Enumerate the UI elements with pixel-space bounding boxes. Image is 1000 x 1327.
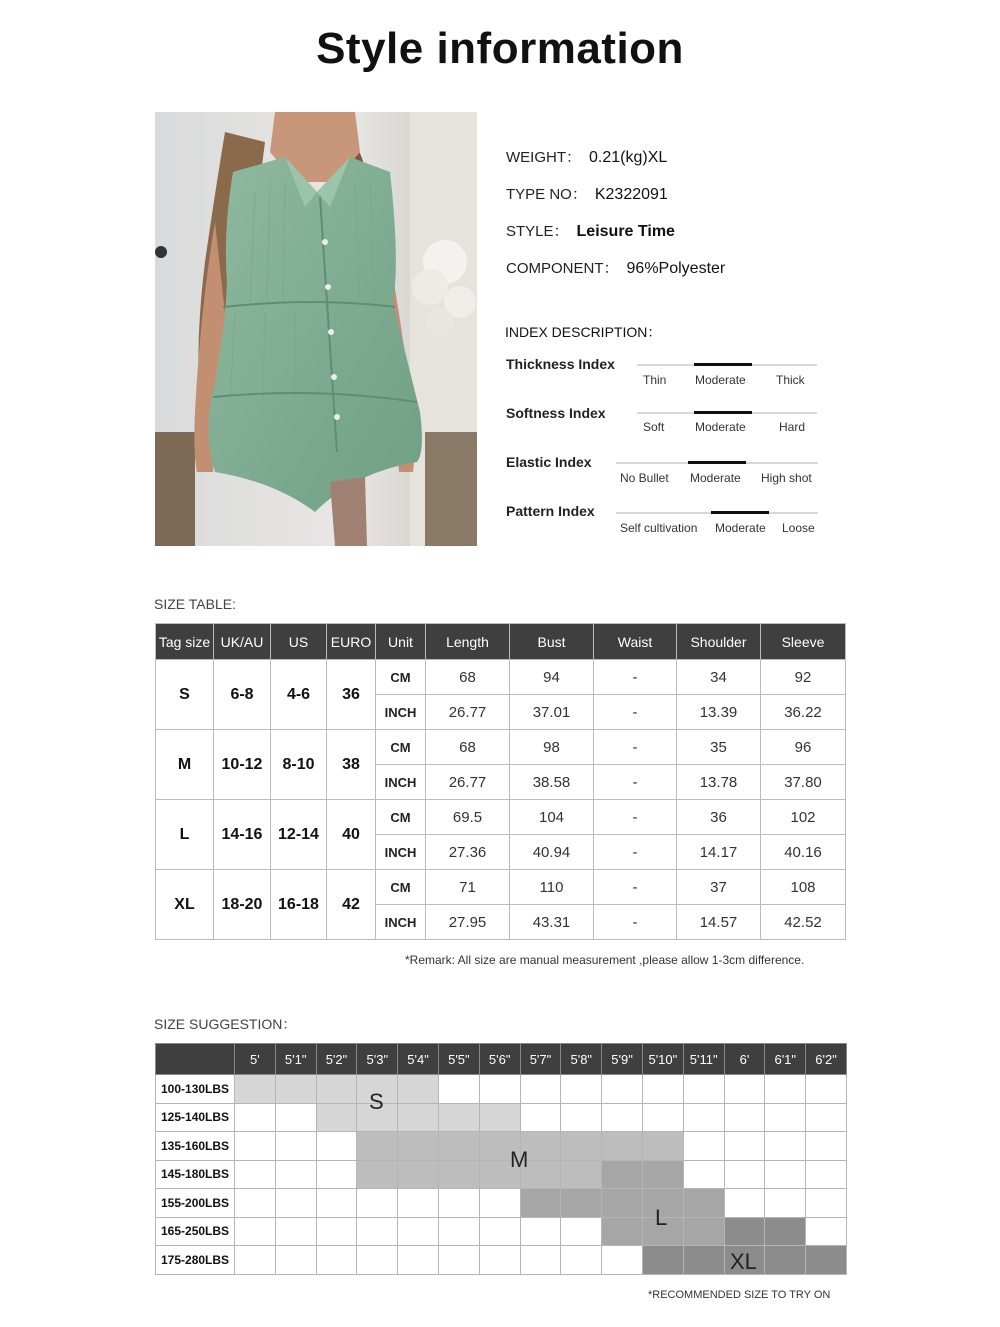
grid-cell: [642, 1103, 683, 1132]
grid-cell: [724, 1132, 765, 1161]
grid-cell: [602, 1160, 643, 1189]
length-cell: 26.77: [426, 765, 510, 800]
us-size-cell: 4-6: [271, 660, 327, 730]
tag-size-cell: M: [156, 730, 214, 800]
size-table-label: SIZE TABLE:: [154, 596, 236, 612]
grid-cell: [561, 1246, 602, 1275]
waist-cell: -: [594, 835, 677, 870]
grid-cell: [602, 1246, 643, 1275]
height-header-cell: 5'11": [683, 1044, 724, 1075]
grid-cell: [398, 1246, 439, 1275]
grid-cell: [561, 1189, 602, 1218]
grid-cell: [765, 1160, 806, 1189]
grid-cell: [357, 1103, 398, 1132]
grid-cell: [561, 1160, 602, 1189]
header-cell: UK/AU: [214, 624, 271, 660]
index-label: Thick: [776, 373, 805, 387]
grid-cell: [520, 1217, 561, 1246]
index-name: Thickness Index: [506, 356, 615, 372]
spec-weight: [506, 146, 926, 183]
grid-cell: [275, 1160, 316, 1189]
grid-cell: [602, 1189, 643, 1218]
corner-cell: [156, 1044, 235, 1075]
height-header-cell: 5'4": [398, 1044, 439, 1075]
grid-cell: [438, 1132, 479, 1161]
grid-cell: [275, 1075, 316, 1104]
sleeve-cell: 102: [761, 800, 846, 835]
table-row: [156, 1246, 847, 1275]
header-cell: Tag size: [156, 624, 214, 660]
grid-cell: [438, 1246, 479, 1275]
grid-cell: [683, 1160, 724, 1189]
bust-cell: 38.58: [510, 765, 594, 800]
grid-cell: [724, 1075, 765, 1104]
grid-cell: [520, 1160, 561, 1189]
table-row: [156, 1189, 847, 1218]
spec-type-label: TYPE NO：: [506, 186, 587, 203]
euro-size-cell: 42: [327, 870, 376, 940]
uk-size-cell: 10-12: [214, 730, 271, 800]
unit-cell: INCH: [376, 905, 426, 940]
table-row: [156, 800, 846, 835]
grid-cell: [275, 1217, 316, 1246]
grid-cell: [520, 1103, 561, 1132]
bust-cell: 40.94: [510, 835, 594, 870]
index-label: Moderate: [695, 420, 746, 434]
bust-cell: 37.01: [510, 695, 594, 730]
grid-cell: [398, 1217, 439, 1246]
height-header-cell: 6'2": [806, 1044, 847, 1075]
grid-cell: [520, 1189, 561, 1218]
header-cell: Length: [426, 624, 510, 660]
grid-cell: [357, 1075, 398, 1104]
waist-cell: -: [594, 870, 677, 905]
grid-cell: [724, 1217, 765, 1246]
product-photo: [155, 112, 477, 546]
shoulder-cell: 14.17: [677, 835, 761, 870]
index-marker: [694, 411, 752, 414]
grid-cell: [479, 1103, 520, 1132]
index-name: Softness Index: [506, 405, 606, 421]
grid-cell: [642, 1246, 683, 1275]
shoulder-cell: 37: [677, 870, 761, 905]
grid-cell: [357, 1160, 398, 1189]
size-letter-s: S: [369, 1089, 384, 1114]
index-marker: [688, 461, 746, 464]
header-cell: Waist: [594, 624, 677, 660]
grid-cell: [479, 1075, 520, 1104]
grid-cell: [520, 1132, 561, 1161]
sleeve-cell: 40.16: [761, 835, 846, 870]
grid-cell: [316, 1075, 357, 1104]
grid-cell: [316, 1246, 357, 1275]
grid-cell: [316, 1189, 357, 1218]
bust-cell: 94: [510, 660, 594, 695]
grid-cell: [602, 1132, 643, 1161]
index-row-elastic: [506, 454, 826, 494]
height-header-cell: 5'3": [357, 1044, 398, 1075]
size-table-header: [156, 624, 846, 660]
uk-size-cell: 6-8: [214, 660, 271, 730]
index-label: Moderate: [690, 471, 741, 485]
grid-cell: [602, 1217, 643, 1246]
spec-style-label: STYLE：: [506, 223, 569, 240]
sleeve-cell: 36.22: [761, 695, 846, 730]
grid-cell: [806, 1103, 847, 1132]
bust-cell: 43.31: [510, 905, 594, 940]
bust-cell: 104: [510, 800, 594, 835]
size-letter-l: L: [655, 1205, 668, 1230]
grid-cell: [479, 1246, 520, 1275]
grid-cell: [398, 1160, 439, 1189]
index-description-title: INDEX DESCRIPTION：: [505, 324, 662, 340]
index-row-softness: [506, 405, 826, 445]
weight-row-label: 155-200LBS: [156, 1189, 235, 1218]
height-header-cell: 5'10": [642, 1044, 683, 1075]
header-cell: Unit: [376, 624, 426, 660]
unit-cell: CM: [376, 800, 426, 835]
shoulder-cell: 13.39: [677, 695, 761, 730]
index-label: Loose: [782, 521, 815, 535]
tag-size-cell: S: [156, 660, 214, 730]
grid-cell: [642, 1075, 683, 1104]
weight-row-label: 100-130LBS: [156, 1075, 235, 1104]
height-header-cell: 5'8": [561, 1044, 602, 1075]
spec-weight-value: 0.21(kg)XL: [589, 149, 668, 166]
index-label: Soft: [643, 420, 665, 434]
grid-cell: [561, 1075, 602, 1104]
sleeve-cell: 42.52: [761, 905, 846, 940]
grid-cell: [438, 1189, 479, 1218]
recommend-note: *RECOMMENDED SIZE TO TRY ON: [648, 1289, 831, 1301]
spec-style: [506, 220, 926, 257]
grid-cell: [806, 1075, 847, 1104]
shoulder-cell: 36: [677, 800, 761, 835]
sleeve-cell: 92: [761, 660, 846, 695]
size-suggestion-label: SIZE SUGGESTION：: [154, 1016, 297, 1032]
unit-cell: INCH: [376, 765, 426, 800]
grid-cell: [438, 1103, 479, 1132]
height-header-cell: 5'1": [275, 1044, 316, 1075]
spec-style-value: Leisure Time: [576, 223, 675, 240]
spec-type-value: K2322091: [594, 186, 668, 203]
grid-cell: [806, 1217, 847, 1246]
index-label: Hard: [779, 420, 806, 434]
grid-cell: [479, 1217, 520, 1246]
grid-cell: [316, 1103, 357, 1132]
grid-cell: [642, 1132, 683, 1161]
spec-type: [506, 183, 926, 220]
grid-cell: [235, 1075, 276, 1104]
grid-cell: [806, 1246, 847, 1275]
grid-cell: [561, 1132, 602, 1161]
length-cell: 27.95: [426, 905, 510, 940]
grid-cell: [438, 1217, 479, 1246]
grid-cell: [765, 1189, 806, 1218]
grid-cell: [398, 1132, 439, 1161]
length-cell: 27.36: [426, 835, 510, 870]
grid-cell: [683, 1217, 724, 1246]
height-header-cell: 5': [235, 1044, 276, 1075]
grid-cell: [561, 1103, 602, 1132]
grid-cell: [520, 1075, 561, 1104]
unit-cell: INCH: [376, 835, 426, 870]
us-size-cell: 16-18: [271, 870, 327, 940]
height-header-cell: 5'5": [438, 1044, 479, 1075]
euro-size-cell: 36: [327, 660, 376, 730]
table-row: [156, 1132, 847, 1161]
length-cell: 68: [426, 730, 510, 765]
grid-cell: [316, 1160, 357, 1189]
height-header-cell: 5'6": [479, 1044, 520, 1075]
weight-row-label: 175-280LBS: [156, 1246, 235, 1275]
grid-cell: [602, 1075, 643, 1104]
grid-cell: [235, 1189, 276, 1218]
index-name: Pattern Index: [506, 503, 595, 519]
bust-cell: 110: [510, 870, 594, 905]
length-cell: 71: [426, 870, 510, 905]
spec-list: [506, 146, 926, 294]
grid-cell: [275, 1132, 316, 1161]
us-size-cell: 12-14: [271, 800, 327, 870]
tag-size-cell: XL: [156, 870, 214, 940]
grid-cell: [479, 1189, 520, 1218]
table-row: [156, 660, 846, 695]
grid-cell: [683, 1246, 724, 1275]
grid-cell: [724, 1160, 765, 1189]
table-row: [156, 730, 846, 765]
table-row: [156, 1103, 847, 1132]
shoulder-cell: 35: [677, 730, 761, 765]
grid-cell: [765, 1132, 806, 1161]
table-row: [156, 1160, 847, 1189]
grid-cell: [479, 1132, 520, 1161]
shoulder-cell: 13.78: [677, 765, 761, 800]
grid-cell: [438, 1075, 479, 1104]
height-header-cell: 6'1": [765, 1044, 806, 1075]
grid-cell: [765, 1217, 806, 1246]
waist-cell: -: [594, 800, 677, 835]
page-title: Style information: [316, 24, 684, 73]
us-size-cell: 8-10: [271, 730, 327, 800]
size-letter-m: M: [510, 1147, 529, 1172]
size-letter-xl: XL: [730, 1249, 757, 1274]
sleeve-cell: 96: [761, 730, 846, 765]
grid-cell: [275, 1246, 316, 1275]
height-header-cell: 5'2": [316, 1044, 357, 1075]
size-table: [155, 623, 846, 940]
index-marker: [711, 511, 769, 514]
grid-cell: [806, 1160, 847, 1189]
index-label: Moderate: [715, 521, 766, 535]
shoulder-cell: 34: [677, 660, 761, 695]
grid-cell: [357, 1132, 398, 1161]
grid-cell: [765, 1246, 806, 1275]
grid-cell: [398, 1189, 439, 1218]
grid-cell: [235, 1217, 276, 1246]
unit-cell: CM: [376, 870, 426, 905]
uk-size-cell: 18-20: [214, 870, 271, 940]
grid-cell: [602, 1103, 643, 1132]
grid-cell: [275, 1103, 316, 1132]
grid-cell: [561, 1217, 602, 1246]
index-label: Moderate: [695, 373, 746, 387]
grid-cell: [398, 1103, 439, 1132]
length-cell: 68: [426, 660, 510, 695]
sleeve-cell: 37.80: [761, 765, 846, 800]
unit-cell: INCH: [376, 695, 426, 730]
grid-cell: [398, 1075, 439, 1104]
weight-row-label: 135-160LBS: [156, 1132, 235, 1161]
grid-cell: [235, 1103, 276, 1132]
shoulder-cell: 14.57: [677, 905, 761, 940]
length-cell: 69.5: [426, 800, 510, 835]
tag-size-cell: L: [156, 800, 214, 870]
weight-row-label: 125-140LBS: [156, 1103, 235, 1132]
unit-cell: CM: [376, 730, 426, 765]
header-cell: Sleeve: [761, 624, 846, 660]
unit-cell: CM: [376, 660, 426, 695]
grid-cell: [275, 1189, 316, 1218]
grid-cell: [520, 1246, 561, 1275]
grid-cell: [316, 1132, 357, 1161]
grid-cell: [316, 1217, 357, 1246]
spec-component-value: 96%Polyester: [626, 260, 726, 277]
header-cell: EURO: [327, 624, 376, 660]
table-row: [156, 870, 846, 905]
grid-cell: [438, 1160, 479, 1189]
grid-cell: [235, 1160, 276, 1189]
grid-cell: [642, 1160, 683, 1189]
size-suggestion-grid: [155, 1043, 847, 1275]
index-row-thickness: [506, 356, 826, 396]
weight-row-label: 165-250LBS: [156, 1217, 235, 1246]
index-row-pattern: [506, 503, 826, 543]
waist-cell: -: [594, 695, 677, 730]
index-name: Elastic Index: [506, 454, 592, 470]
size-suggestion-header: [156, 1044, 847, 1075]
euro-size-cell: 38: [327, 730, 376, 800]
spec-component: [506, 257, 926, 294]
grid-cell: [806, 1132, 847, 1161]
weight-row-label: 145-180LBS: [156, 1160, 235, 1189]
waist-cell: -: [594, 660, 677, 695]
grid-cell: [683, 1189, 724, 1218]
grid-cell: [479, 1160, 520, 1189]
waist-cell: -: [594, 765, 677, 800]
grid-cell: [806, 1189, 847, 1218]
table-row: [156, 1217, 847, 1246]
size-remark: *Remark: All size are manual measurement ,please allow 1-3cm difference.: [405, 953, 805, 967]
euro-size-cell: 40: [327, 800, 376, 870]
waist-cell: -: [594, 905, 677, 940]
grid-cell: [357, 1217, 398, 1246]
spec-component-label: COMPONENT：: [506, 260, 619, 277]
uk-size-cell: 14-16: [214, 800, 271, 870]
grid-cell: [683, 1103, 724, 1132]
height-header-cell: 5'9": [602, 1044, 643, 1075]
height-header-cell: 5'7": [520, 1044, 561, 1075]
index-label: Self cultivation: [620, 521, 698, 535]
header-cell: US: [271, 624, 327, 660]
grid-cell: [357, 1189, 398, 1218]
table-row: [156, 1075, 847, 1104]
grid-cell: [642, 1217, 683, 1246]
grid-cell: [235, 1132, 276, 1161]
grid-cell: [724, 1246, 765, 1275]
height-header-cell: 6': [724, 1044, 765, 1075]
sleeve-cell: 108: [761, 870, 846, 905]
grid-cell: [724, 1189, 765, 1218]
header-cell: Shoulder: [677, 624, 761, 660]
length-cell: 26.77: [426, 695, 510, 730]
grid-cell: [357, 1246, 398, 1275]
bust-cell: 98: [510, 730, 594, 765]
grid-cell: [235, 1246, 276, 1275]
grid-cell: [642, 1189, 683, 1218]
index-label: High shot: [761, 471, 812, 485]
index-label: Thin: [643, 373, 667, 387]
index-label: No Bullet: [620, 471, 669, 485]
header-cell: Bust: [510, 624, 594, 660]
waist-cell: -: [594, 730, 677, 765]
grid-cell: [683, 1075, 724, 1104]
spec-weight-label: WEIGHT：: [506, 149, 581, 166]
grid-cell: [765, 1075, 806, 1104]
grid-cell: [683, 1132, 724, 1161]
grid-cell: [724, 1103, 765, 1132]
grid-cell: [765, 1103, 806, 1132]
index-marker: [694, 363, 752, 366]
